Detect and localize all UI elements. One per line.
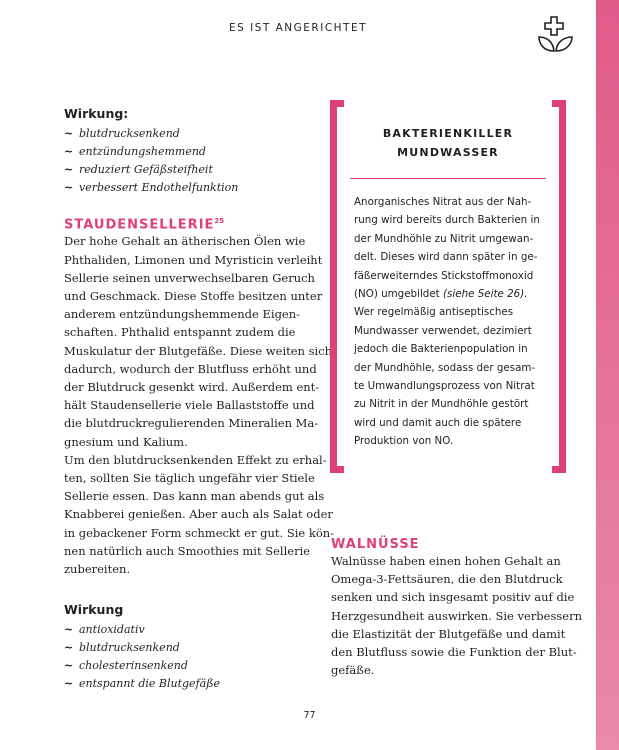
list-item: ~ blutdrucksenkend	[64, 127, 180, 140]
effect-label: Wirkung:	[64, 106, 129, 121]
box-paragraph: Anorganisches Nitrat aus der Nah- rung wird bereits durch Bakterien in der Mundhöhle zu Nitrit umgewan- delt. Dieses wird dann später in ge- fäßerweiterndes Stickstoffmonoxid (NO) umgebildet (siehe Seite 26). Wer regelmäßig antiseptisches Mundwasser verwendet, dezimiert jedoch die Bakterienpopulation in der Mundhöhle, sodass der gesam- te Umwandlungsprozess von Nitrat zu Nitrit in der Mundhöhle gestört wird und damit auch die spätere Produktion von NO.	[354, 196, 540, 448]
side-color-band	[596, 0, 619, 750]
right-column	[331, 537, 582, 679]
list-item: ~ blutdrucksenkend	[64, 641, 180, 655]
box-title: BAKTERIENKILLER MUNDWASSER	[382, 127, 514, 159]
cross-leaf-icon	[536, 14, 576, 54]
list-item: ~ entspannt die Blutgefäße	[64, 677, 221, 691]
staudensellerie-paragraph: Der hohe Gehalt an ätherischen Ölen wie Phthaliden, Limonen und Myristicin verleiht Sellerie seinen unverwechselbaren Geruch und Geschmack. Diese Stoffe besitzen unter anderem entzündungshemmende Eigen- schaften. Phthalid entspannt zudem die Muskulatur der Blutgefäße. Diese weiten sich dadurch, wodurch der Blutfluss erhöht und der Blutdruck gesenkt wird. Außerdem ent- hält Staudensellerie viele Ballaststoffe und die blutdruckregulierenden Mineralien Ma- gnesium und Kalium. Um den blutdrucksenkenden Effekt zu erhal- ten, sollten Sie täglich ungefähr vier Stiele Sellerie essen. Das kann man abends gut als Knabberei genießen. Aber auch als Salat oder in gebackener Form schmeckt er gut. Sie kön- nen natürlich auch Smoothies mit Sellerie zubereiten.	[64, 234, 335, 576]
left-column	[64, 106, 335, 693]
running-header: ES IST ANGERICHTET	[228, 22, 368, 34]
section-heading-staudensellerie: STAUDENSELLERIE$^{25}$	[64, 217, 225, 233]
effect-list	[64, 125, 304, 197]
page-number: 77	[303, 710, 316, 721]
list-item: ~ cholesterinsenkend	[64, 659, 188, 673]
page-reference: (siehe Seite 26).	[443, 288, 528, 301]
list-item: ~ entzündungshemmend	[64, 145, 206, 158]
section-heading-walnuesse: WALNÜSSE	[331, 537, 420, 552]
walnuesse-paragraph: Walnüsse haben einen hohen Gehalt an Omega-3-Fettsäuren, die den Blutdruck senken und sich insgesamt positiv auf die Herzgesundheit auswirken. Sie verbessern die Elastizität der Blutgefäße und damit den Blutfluss sowie die Funktion der Blut- gefäße.	[331, 554, 582, 678]
effect-label: Wirkung	[64, 602, 124, 618]
footnote-ref: 25	[214, 217, 225, 225]
info-box-mundwasser	[330, 100, 566, 475]
box-divider	[350, 178, 546, 179]
list-item: ~ antioxidativ	[64, 623, 145, 637]
list-item: ~ verbessert Endothelfunktion	[64, 181, 239, 194]
list-item: ~ reduziert Gefäßsteifheit	[64, 163, 213, 176]
effect-list	[64, 621, 304, 693]
